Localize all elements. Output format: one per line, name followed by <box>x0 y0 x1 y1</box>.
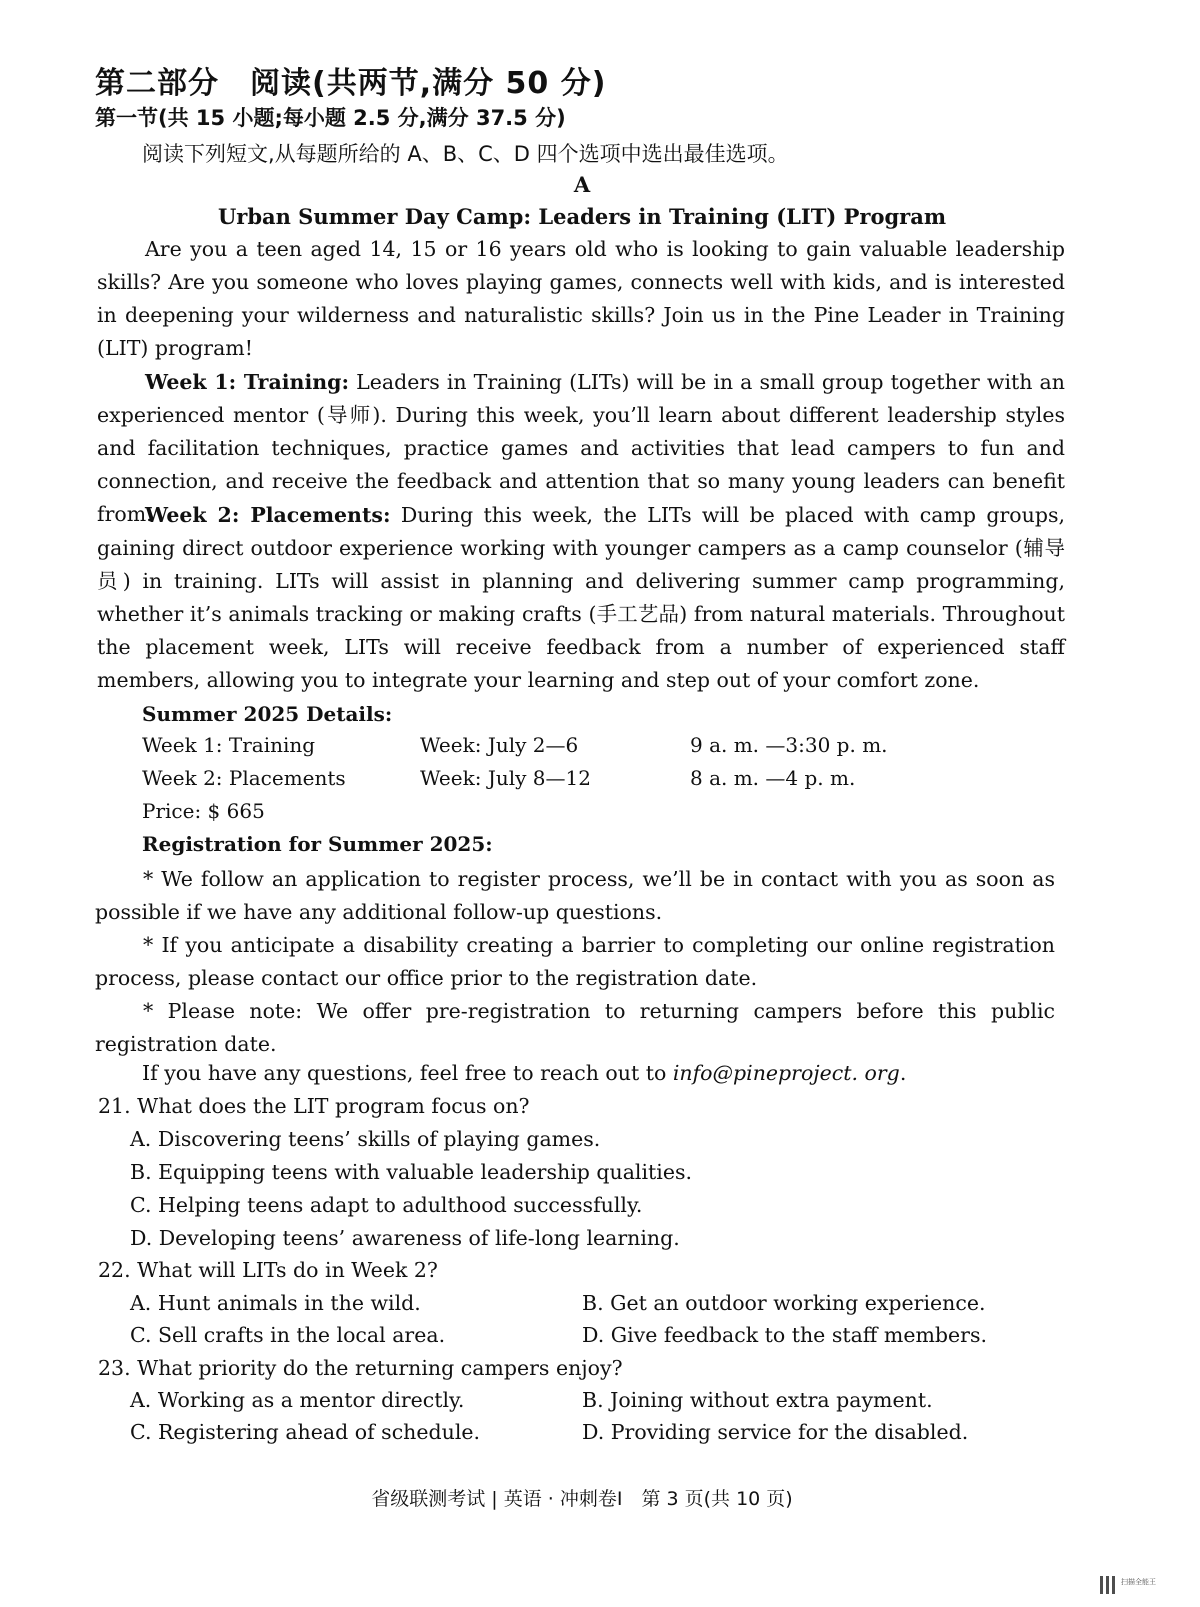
question-stem: 23. What priority do the returning campers enjoy? <box>98 1356 623 1380</box>
option: A. Discovering teens’ skills of playing games. <box>130 1127 601 1151</box>
week2-text: During this week, the LITs will be placed with camp groups, gaining direct outdoor experience working with younger campers as a camp counselor (辅导员) in training. LITs will assist in planning and delivering summer camp programming, whether it’s animals tracking or making crafts (手工艺品) from natural materials. Throughout the placement week, LITs will receive feedback from a number of experienced staff members, allowing you to integrate your learning and step out of your comfort zone. <box>97 503 1065 692</box>
intro-paragraph: Are you a teen aged 14, 15 or 16 years old who is looking to gain valuable leadership skills? Are you someone who loves playing games, connects well with kids, and is interested in deepening your wilderness and naturalistic skills? Join us in the Pine Leader in Training (LIT) program! <box>97 237 1065 360</box>
schedule-week-dates: Week: July 8—12 <box>420 766 591 790</box>
option: D. Give feedback to the staff members. <box>582 1323 987 1347</box>
option: D. Providing service for the disabled. <box>582 1420 969 1444</box>
instruction: 阅读下列短文,从每题所给的 A、B、C、D 四个选项中选出最佳选项。 <box>142 142 789 166</box>
schedule-week-time: 8 a. m. —4 p. m. <box>690 766 856 790</box>
option: B. Equipping teens with valuable leadership qualities. <box>130 1160 693 1184</box>
week2-paragraph <box>97 499 1065 697</box>
registration-note: * We follow an application to register process, we’ll be in contact with you as soon as possible if we have any additional follow-up questions. <box>95 867 1055 924</box>
passage-letter: A <box>573 172 591 197</box>
registration-note: * Please note: We offer pre-registration to returning campers before this public registration date. <box>95 999 1055 1056</box>
details-heading: Summer 2025 Details: <box>142 702 393 726</box>
option: A. Hunt animals in the wild. <box>130 1291 421 1315</box>
passage-title: Urban Summer Day Camp: Leaders in Training (LIT) Program <box>217 204 947 229</box>
scanner-watermark: 扫描全能王 <box>1121 1578 1156 1586</box>
week1-text: Leaders in Training (LITs) will be in a small group together with an experienced mentor (导师). During this week, you’ll learn about different leadership styles and facilitation techniques, practice games and activities that lead campers to fun and connection, and receive the feedback and attention that so many young leaders can benefit from. <box>97 370 1065 526</box>
schedule-week-name: Week 1: Training <box>142 733 316 757</box>
option: C. Registering ahead of schedule. <box>130 1420 481 1444</box>
contact-line <box>142 1061 906 1085</box>
schedule-week-time: 9 a. m. —3:30 p. m. <box>690 733 888 757</box>
schedule-week-name: Week 2: Placements <box>142 766 346 790</box>
contact-end: . <box>899 1061 907 1085</box>
week2-label: Week 2: Placements: <box>145 503 391 527</box>
option: A. Working as a mentor directly. <box>130 1388 465 1412</box>
page-footer: 省级联测考试 | 英语 · 冲刺卷Ⅰ 第 3 页(共 10 页) <box>371 1488 793 1510</box>
option: D. Developing teens’ awareness of life-long learning. <box>130 1226 680 1250</box>
qr-code-icon <box>1100 1576 1118 1594</box>
option: B. Joining without extra payment. <box>582 1388 933 1412</box>
registration-heading: Registration for Summer 2025: <box>142 832 493 856</box>
option: B. Get an outdoor working experience. <box>582 1291 986 1315</box>
option: C. Sell crafts in the local area. <box>130 1323 446 1347</box>
contact-text: If you have any questions, feel free to reach out to <box>142 1061 673 1085</box>
registration-note: * If you anticipate a disability creating a barrier to completing our online registration process, please contact our office prior to the registration date. <box>95 933 1055 990</box>
question-stem: 21. What does the LIT program focus on? <box>98 1094 530 1118</box>
question-stem: 22. What will LITs do in Week 2? <box>98 1258 438 1282</box>
contact-email: info@pineproject. org <box>672 1061 900 1085</box>
option: C. Helping teens adapt to adulthood successfully. <box>130 1193 643 1217</box>
price: Price: $ 665 <box>142 799 265 823</box>
week1-label: Week 1: Training: <box>145 370 350 394</box>
schedule-week-dates: Week: July 2—6 <box>420 733 579 757</box>
section-title: 第一节(共 15 小题;每小题 2.5 分,满分 37.5 分) <box>95 106 566 130</box>
part-title: 第二部分 阅读(共两节,满分 50 分) <box>95 66 607 101</box>
